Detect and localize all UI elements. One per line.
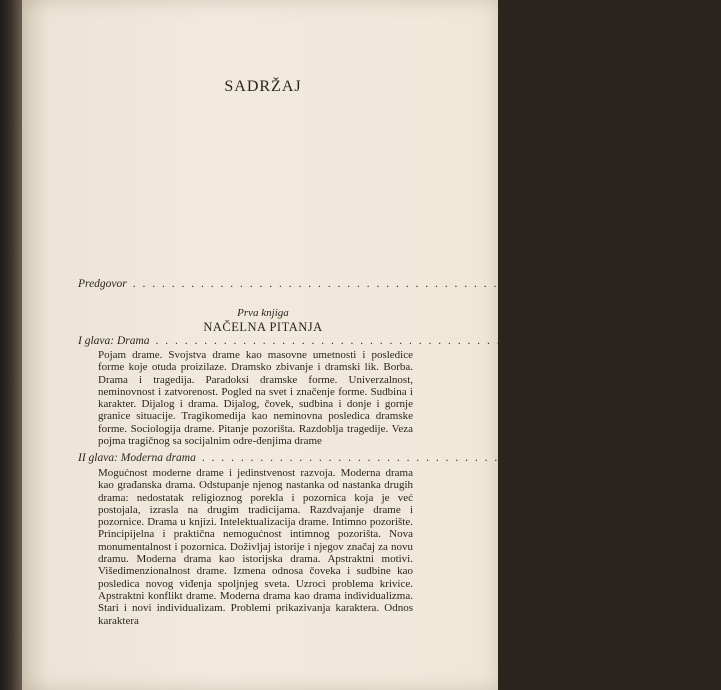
page-title: SADRŽAJ xyxy=(224,78,302,95)
book-spine-edge xyxy=(0,0,22,690)
book-label: Prva knjiga xyxy=(237,307,289,319)
toc-entry-preface xyxy=(78,278,652,294)
leader-dots: . . . . . . . . . . . . . . . . . . . . . . . . . . . . . . . . . . . . . . . . . . . . . . . . . . . . xyxy=(201,452,704,464)
toc-entry-label: Predgovor xyxy=(78,278,127,290)
book-page xyxy=(22,0,721,690)
leader-dots: . . . . . . . . . . . . . . . . . . . . . . . . . . . . . . . . . . . . . . . . . . . . . . . . . . . . xyxy=(132,278,635,290)
toc-page-number: 55 xyxy=(709,452,721,464)
toc-entry-label: II glava: Moderna drama xyxy=(78,452,196,464)
leader-dots: . . . . . . . . . . . . . . . . . . . . . . . . . . . . . . . . . . . . . . . . . . . . . . . . . . . . xyxy=(155,335,658,347)
toc-page-number: 23 xyxy=(663,335,676,347)
chapter-summary: Mogućnost moderne drame i jedinstvenost razvoja. Moderna drama kao građanska drama. Odstupanje njenog nastanka od nastanka drugih drama: nedostatak religioznog porekla i pozornica koja je već postojala, izrasla na drugim tradicijama. Razdvajanje drame i pozornice. Drama u knjizi. Intelektualizacija drame. Intimno pozorište. Principijelna i praktična nemogućnost intimnog pozorišta. Nova monumentalnost i pozornica. Doživljaj istorije i njegov značaj za novu dramu. Moderna drama kao istorijska drama. Apstraktni motivi. Višedimenzionalnost drame. Izmena odnosa čoveka i sudbine kao posledica novog viđenja spoljnjeg sveta. Uzroci problema krivice. Apstraktni konflikt drame. Moderna drama kao drama individualizma. Stari i novi individualizam. Problemi prikazivanja karaktera. Odnos karaktera xyxy=(98,467,413,627)
toc-entry-chapter-2 xyxy=(78,452,721,468)
toc-entry-label: I glava: Drama xyxy=(78,335,150,347)
chapter-summary: Pojam drame. Svojstva drame kao masovne umetnosti i posledice forme koje otuda proizilaze. Dramsko zbivanje i dramski lik. Borba. Drama i tragedija. Paradoksi dramske forme. Univerzalnost, neminovnost i zatvorenost. Pogled na svet i značenje forme. Sudbina i karakter. Dijalog i drama. Dijalog, čovek, sudbina i donje i gornje granice situacije. Tragikomedija kao neminovna posledica dramske forme. Sociologija drame. Pitanje pozorišta. Razdoblja tragedije. Veza pojma tragičnog sa socijalnim odre-đenjima drame xyxy=(98,349,413,448)
toc-page-number: 11 xyxy=(640,278,652,290)
section-heading: NAČELNA PITANJA xyxy=(203,320,323,334)
